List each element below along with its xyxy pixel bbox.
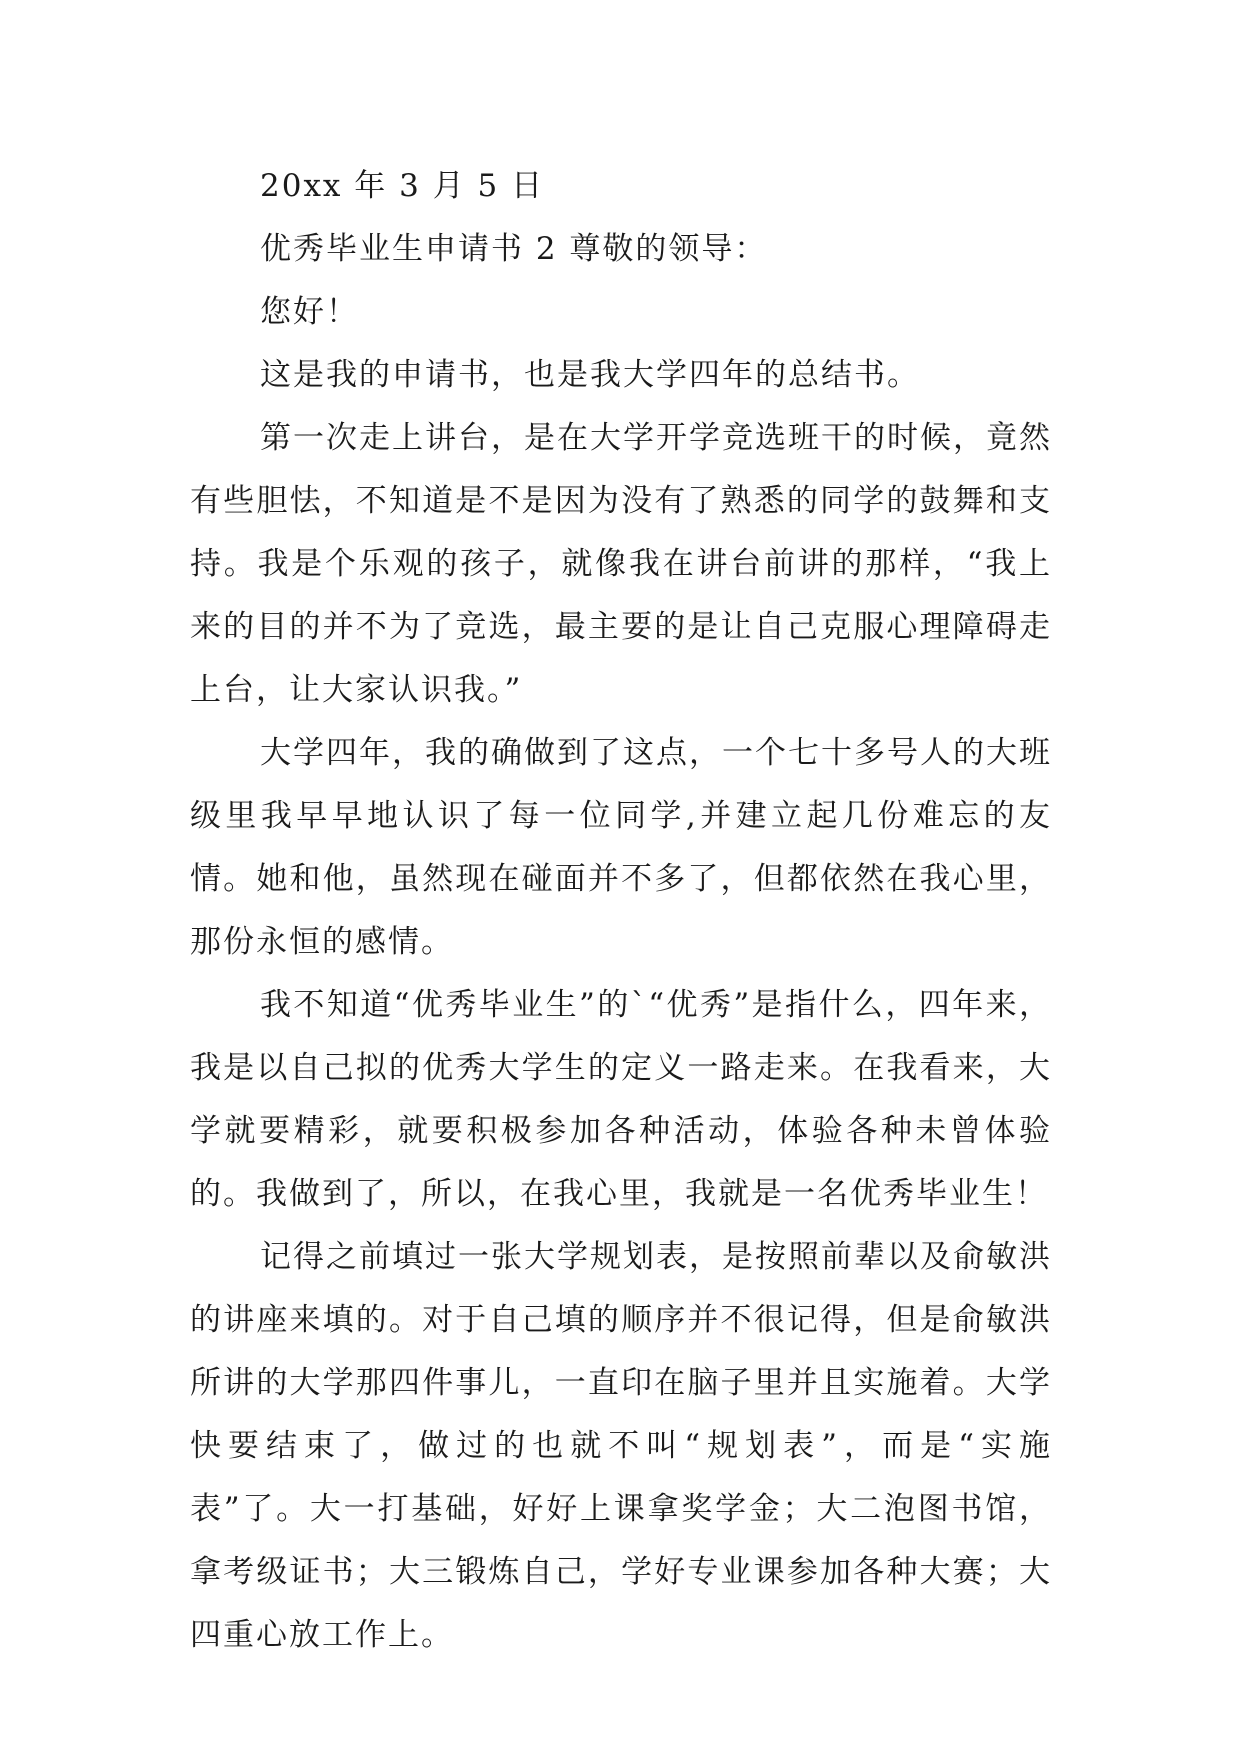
- greeting: 您好！: [260, 294, 359, 330]
- paragraph: 我不知道“优秀毕业生”的`“优秀”是指什么，四年来，我是以自己拟的优秀大学生的定义一路走来。在我看来，大学就要精彩，就要积极参加各种活动，体验各种未曾体验的。我做到了，所以，在我心里，我就是一名优秀毕业生！: [190, 987, 1052, 1212]
- document-body: [190, 155, 1052, 1667]
- paragraph: 这是我的申请书，也是我大学四年的总结书。: [260, 357, 920, 393]
- heading-line: 优秀毕业生申请书 2 尊敬的领导：: [260, 231, 768, 267]
- paragraph: 第一次走上讲台，是在大学开学竞选班干的时候，竟然有些胆怯，不知道是不是因为没有了熟悉的同学的鼓舞和支持。我是个乐观的孩子，就像我在讲台前讲的那样，“我上来的目的并不为了竞选，最主要的是让自己克服心理障碍走上台，让大家认识我。”: [190, 420, 1052, 708]
- paragraph: 大学四年，我的确做到了这点，一个七十多号人的大班级里我早早地认识了每一位同学,并建立起几份难忘的友情。她和他，虽然现在碰面并不多了，但都依然在我心里，那份永恒的感情。: [190, 735, 1052, 960]
- paragraph: 记得之前填过一张大学规划表，是按照前辈以及俞敏洪的讲座来填的。对于自己填的顺序并不很记得，但是俞敏洪所讲的大学那四件事儿，一直印在脑子里并且实施着。大学快要结束了，做过的也就不叫“规划表”，而是“实施表”了。大一打基础，好好上课拿奖学金；大二泡图书馆，拿考级证书；大三锻炼自己，学好专业课参加各种大赛；大四重心放工作上。: [190, 1239, 1052, 1653]
- date-line: 20xx 年 3 月 5 日: [260, 168, 545, 204]
